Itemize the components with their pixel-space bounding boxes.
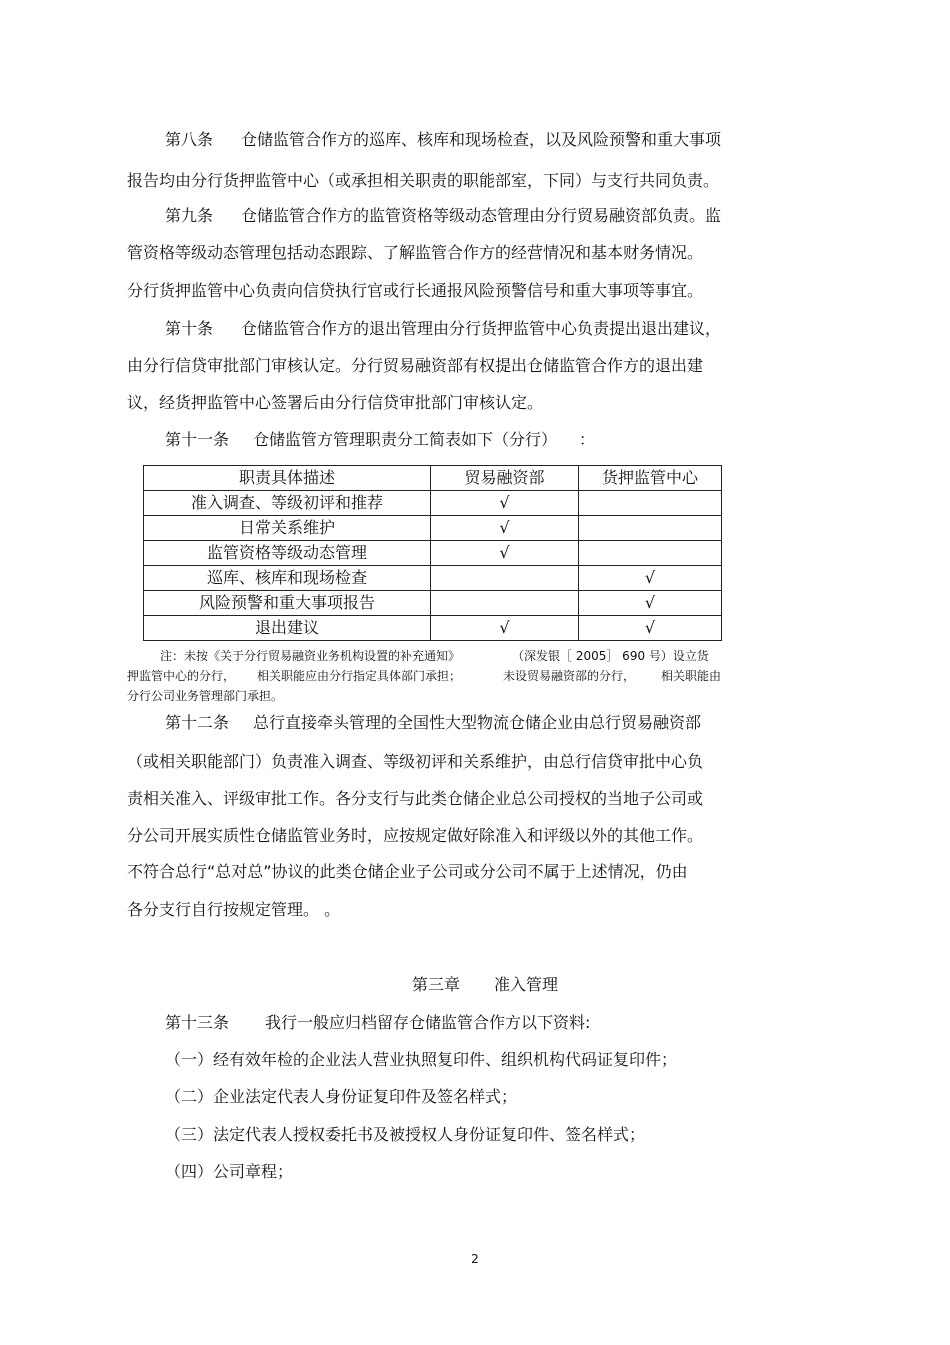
note-text: 未设贸易融资部的分行，	[503, 669, 636, 683]
article-12-line-6: 各分支行自行按规定管理。 。	[127, 900, 341, 919]
table-note-line-1	[160, 649, 709, 664]
article-8-number: 第八条	[165, 130, 214, 149]
table-cell: 退出建议	[144, 616, 431, 641]
article-12-number: 第十二条	[165, 713, 230, 732]
table-row	[144, 541, 722, 566]
note-text: 相关职能由	[661, 669, 722, 683]
duty-division-table	[143, 465, 722, 641]
article-12-text: 总行直接牵头管理的全国性大型物流仓储企业由总行贸易融资部	[253, 713, 702, 732]
article-12-line-3: 责相关准入、评级审批工作。各分支行与此类仓储企业总公司授权的当地子公司或	[127, 789, 704, 808]
list-item: （二）企业法定代表人身份证复印件及签名样式；	[165, 1087, 518, 1106]
table-note-line-3: 分行公司业务管理部门承担。	[127, 689, 284, 703]
note-text: 押监管中心的分行，	[127, 669, 236, 683]
article-10-line-2: 由分行信贷审批部门审核认定。分行贸易融资部有权提出仓储监管合作方的退出建	[127, 356, 704, 375]
article-12-line-2: （或相关职能部门）负责准入调查、等级初评和关系维护，由总行信贷审批中心负	[127, 752, 704, 771]
column-header-duty: 职责具体描述	[144, 466, 431, 491]
table-cell	[431, 566, 579, 591]
article-11-text: 仓储监管方管理职责分工简表如下（分行）	[253, 430, 558, 449]
table-row	[144, 566, 722, 591]
article-13-line-1	[165, 1013, 590, 1033]
table-cell	[431, 591, 579, 616]
table-cell	[579, 516, 722, 541]
article-13-text: 我行一般应归档留存仓储监管合作方以下资料:	[265, 1013, 591, 1032]
article-11-line-1	[165, 430, 595, 450]
table-row	[144, 616, 722, 641]
article-11-number: 第十一条	[165, 430, 230, 449]
article-10-line-3: 议，经货押监管中心签署后由分行信贷审批部门审核认定。	[127, 393, 544, 412]
article-10-line-1	[165, 319, 721, 339]
article-12-line-1	[165, 713, 701, 733]
article-9-text: 仓储监管合作方的监管资格等级动态管理由分行贸易融资部负责。监	[241, 206, 722, 225]
article-12-line-4: 分公司开展实质性仓储监管业务时，应按规定做好除准入和评级以外的其他工作。	[127, 826, 704, 845]
note-text: 注：未按《关于分行贸易融资业务机构设置的补充通知》	[160, 649, 461, 663]
list-item: （四）公司章程；	[165, 1162, 294, 1181]
column-header-trade-finance: 贸易融资部	[431, 466, 579, 491]
article-11-colon: ：	[579, 430, 596, 449]
table-cell: 准入调查、等级初评和推荐	[144, 491, 431, 516]
article-9-line-1	[165, 206, 721, 226]
article-9-line-3: 分行货押监管中心负责向信贷执行官或行长通报风险预警信号和重大事项等事宜。	[127, 281, 704, 300]
article-12-line-5: 不符合总行“总对总”协议的此类仓储企业子公司或分公司不属于上述情况，仍由	[127, 862, 688, 881]
article-10-number: 第十条	[165, 319, 214, 338]
check-mark: √	[431, 516, 579, 541]
article-9-line-2: 管资格等级动态管理包括动态跟踪、了解监管合作方的经营情况和基本财务情况。	[127, 243, 704, 262]
check-mark: √	[579, 566, 722, 591]
chapter-heading	[412, 975, 558, 995]
article-8-line-1	[165, 130, 721, 150]
table-cell	[579, 541, 722, 566]
list-item: （三）法定代表人授权委托书及被授权人身份证复印件、签名样式；	[165, 1125, 646, 1144]
article-13-number: 第十三条	[165, 1013, 230, 1032]
chapter-title: 准入管理	[494, 975, 559, 994]
table-row	[144, 491, 722, 516]
table-note-line-2	[127, 669, 721, 684]
page-number: 2	[471, 1252, 479, 1266]
check-mark: √	[431, 541, 579, 566]
column-header-pledge-center: 货押监管中心	[579, 466, 722, 491]
table-cell: 监管资格等级动态管理	[144, 541, 431, 566]
chapter-number: 第三章	[412, 975, 461, 994]
check-mark: √	[579, 616, 722, 641]
check-mark: √	[431, 616, 579, 641]
list-item: （一）经有效年检的企业法人营业执照复印件、组织机构代码证复印件；	[165, 1050, 678, 1069]
check-mark: √	[579, 591, 722, 616]
table-header-row	[144, 466, 722, 491]
check-mark: √	[431, 491, 579, 516]
table-cell: 日常关系维护	[144, 516, 431, 541]
table-cell: 巡库、核库和现场检查	[144, 566, 431, 591]
note-text: （深发银［ 2005］ 690 号）设立货	[512, 649, 709, 663]
article-9-number: 第九条	[165, 206, 214, 225]
table-row	[144, 591, 722, 616]
article-8-text: 仓储监管合作方的巡库、核库和现场检查，以及风险预警和重大事项	[241, 130, 722, 149]
table-cell	[579, 491, 722, 516]
table-cell: 风险预警和重大事项报告	[144, 591, 431, 616]
article-8-line-2: 报告均由分行货押监管中心（或承担相关职责的职能部室，下同）与支行共同负责。	[127, 171, 720, 190]
article-10-text: 仓储监管合作方的退出管理由分行货押监管中心负责提出退出建议，	[241, 319, 722, 338]
note-text: 相关职能应由分行指定具体部门承担；	[257, 669, 462, 683]
table-row	[144, 516, 722, 541]
